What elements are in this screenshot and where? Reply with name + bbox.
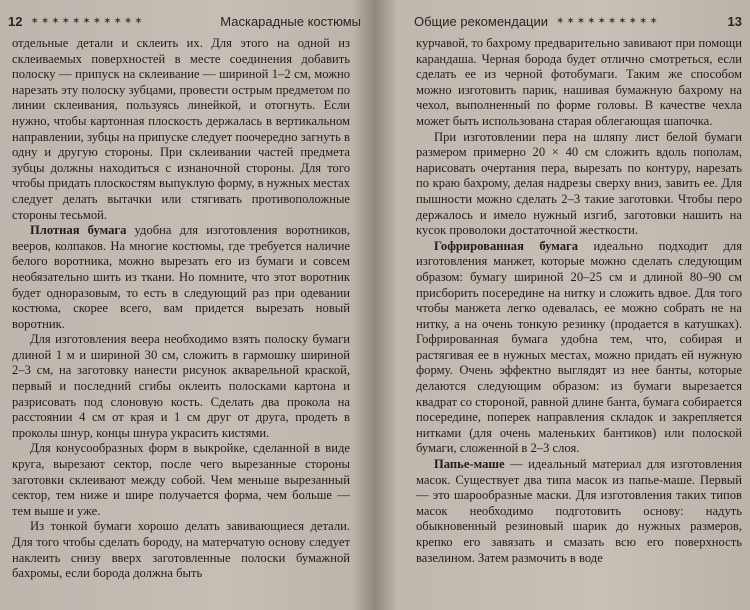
paragraph-text: отдельные детали и склеить их. Для этого на одной из склеиваемых поверхностей в месте соединения добавить полоску — припуск на склеивание — шириной 1–2 см, можно нарезать эту полоску зубцами, провести острым предметом по линии склеивания, пользуясь линейкой, и отогнуть. Если нужно, чтобы картонная плоскость держалась в вертикальном направлении, зубцы на припуске следует поочередно загнуть в одну и другую стороны. При склеивании частей предмета зубцы должны находиться с изнаночной стороны. Для того чтобы придать плоскостям выпуклую форму, в нужных местах следует делать вытачки или стягивать противоположные стороны тесьмой. bbox=[12, 36, 350, 222]
paragraph-text: Для изготовления веера необходимо взять полоску бумаги длиной 1 м и шириной 30 см, сложить в гармошку шириной 2–3 см, на заготовку нанести рисунок акварельной краской, первый и последний сгибы оклеить полосками картона и разрисовать под слоновую кость. Сделать два прокола на расстоянии 4 см от края и 1 см друг от друга, продеть в проколы шнур, концы шнура украсить кистями. bbox=[12, 332, 350, 440]
star-ornament: ✶✶✶✶✶✶✶✶✶✶✶ bbox=[30, 15, 145, 27]
paragraph-text: При изготовлении пера на шляпу лист белой бумаги размером примерно 20 × 40 см сложить вдоль пополам, нарисовать очертания пера, вырезать по контуру, нарезать по краю бахрому, делая надрезы сверху вниз, завить ее. Для пышности можно сделать 2–3 такие заготовки. Чтобы перо держалось и имело нужный изгиб, заготовки нашить на кусок проволоки достаточной жесткости. bbox=[416, 129, 742, 238]
paragraph bbox=[12, 223, 350, 332]
paragraph bbox=[416, 457, 742, 566]
right-page-text bbox=[416, 36, 742, 566]
paragraph bbox=[12, 36, 350, 223]
running-title: Маскарадные костюмы bbox=[220, 13, 361, 29]
paragraph-text: — идеальный материал для изготовления масок. Существует два типа масок из папье-маше. Первый — это шарообразные маски. Для изготовления таких типов масок необходимо подготовить основу: надуть обыкновенный резиновый шарик до нужных размеров, крепко его завязать и смазать всю его поверхность вазелином. Затем размочить в воде bbox=[416, 457, 742, 565]
paragraph bbox=[12, 519, 350, 581]
paragraph-text: идеально подходит для изготовления манжет, которые можно сделать следующим образом: бумагу шириной 20–25 см и длиной 80–90 см присборить посередине на нитку и сложить вдвое. Для того чтобы манжета легко одевалась, ее можно собрать не на нитку, а на очень тонкую резинку (продается в катушках). Гофрированная бумага удобна тем, что, собирая и растягивая ее в нужных местах, можно придать ей нужную форму. Очень эффектно выглядят из нее банты, которые делаются следующим образом: из бумаги вырезается квадрат со стороной, равной длине банта, бумага собирается посередине, поперек направления складок и закрепляется нитками (для очень маленьких бантиков) или полоской бумаги, сложенной в 2–3 слоя. bbox=[416, 238, 742, 456]
paragraph bbox=[416, 239, 742, 457]
bold-term: Папье-маше bbox=[434, 457, 505, 472]
running-title: Общие рекомендации bbox=[414, 13, 549, 29]
left-page-text bbox=[12, 36, 350, 582]
paragraph bbox=[12, 441, 350, 519]
paragraph bbox=[416, 130, 742, 239]
paragraph-text: удобна для изготовления воротников, вееров, колпаков. На многие костюмы, где требуется наличие белого воротника, можно вырезать его из бумаги и совсем необязательно шить из ткани. Но помните, что этот воротник будет одноразовым, то есть в следующий раз при одевании костюма, скорее всего, вам придется вырезать новый воротник. bbox=[12, 223, 351, 331]
paragraph-text: курчавой, то бахрому предварительно завивают при помощи карандаша. Черная борода будет отлично смотреться, если сделать ее из черной фотобумаги. Таким же способом можно изготовить парик, нашивая бумажную бахрому на чехол, выполненный по форме головы. В качестве чехла может быть использована старая облегающая шапочка. bbox=[416, 36, 742, 128]
right-header bbox=[414, 10, 742, 32]
left-header bbox=[8, 10, 361, 32]
right-page bbox=[378, 0, 750, 610]
paragraph-text: Для конусообразных форм в выкройке, сделанной в виде круга, вырезают сектор, после чего вырезанные стороны заготовки склеивают между собой. Чем меньше вырезанный сектор, тем ниже и шире получается форма, чем больше — тем выше и уже. bbox=[12, 441, 350, 518]
paragraph bbox=[416, 36, 742, 130]
paragraph bbox=[12, 332, 350, 441]
bold-term: Плотная бумага bbox=[30, 223, 127, 238]
page-number: 13 bbox=[727, 13, 742, 29]
bold-term: Гофрированная бумага bbox=[434, 238, 579, 253]
page-number: 12 bbox=[8, 13, 23, 29]
star-ornament: ✶✶✶✶✶✶✶✶✶✶ bbox=[556, 15, 660, 27]
paragraph-text: Из тонкой бумаги хорошо делать завивающиеся детали. Для того чтобы сделать бороду, на матерчатую основу следует наклеить снизу вверх заготовленные полоски бумажной бахромы, если борода должна быть bbox=[12, 519, 350, 581]
